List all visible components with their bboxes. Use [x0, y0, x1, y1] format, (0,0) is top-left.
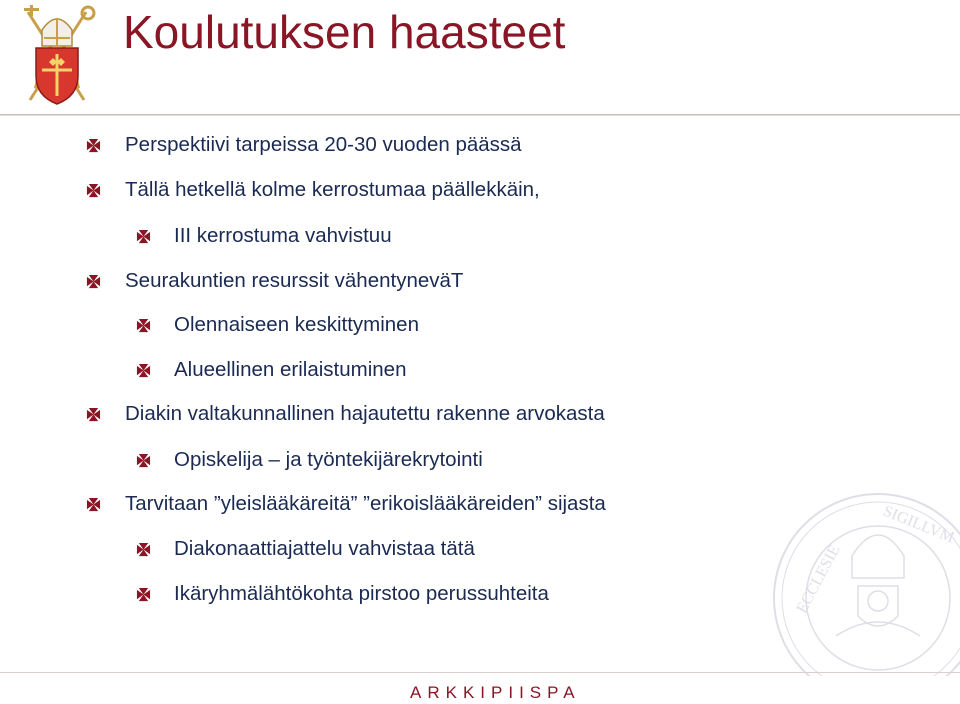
archbishop-coat-of-arms-icon — [14, 4, 100, 108]
bullet-item — [136, 445, 483, 475]
bullet-item — [136, 579, 549, 609]
bullet-text: Olennaiseen keskittyminen — [174, 313, 419, 336]
page-title: Koulutuksen haasteet — [123, 6, 566, 58]
bullet-text: Opiskelija – ja työntekijärekrytointi — [174, 448, 483, 471]
bullet-text: Perspektiivi tarpeissa 20-30 vuoden päässä — [125, 133, 522, 156]
bullet-text: III kerrostuma vahvistuu — [174, 224, 392, 247]
svg-text:SIGILLVM: SIGILLVM — [880, 502, 957, 547]
cross-pattee-icon — [86, 274, 101, 289]
bullet-text: Tällä hetkellä kolme kerrostumaa päällekkäin, — [125, 178, 540, 201]
cross-pattee-icon — [86, 138, 101, 153]
bullet-text: Diakonaattiajattelu vahvistaa tätä — [174, 537, 475, 560]
bullet-item — [136, 534, 475, 564]
cross-pattee-icon — [136, 453, 151, 468]
cross-pattee-icon — [136, 542, 151, 557]
cross-pattee-icon — [136, 363, 151, 378]
bullet-text: Ikäryhmälähtökohta pirstoo perussuhteita — [174, 582, 549, 605]
bullet-item — [86, 130, 522, 160]
bullet-text: Alueellinen erilaistuminen — [174, 358, 407, 381]
bullet-item — [86, 175, 540, 205]
seal-watermark-icon — [760, 486, 960, 676]
footer-divider — [0, 672, 960, 673]
cross-pattee-icon — [86, 497, 101, 512]
bullet-text: Seurakuntien resurssit vähentyneväT — [125, 269, 464, 292]
title-divider — [0, 114, 960, 116]
bullet-item — [136, 310, 419, 340]
bullet-text: Diakin valtakunnallinen hajautettu rakenne arvokasta — [125, 402, 605, 425]
cross-pattee-icon — [86, 183, 101, 198]
cross-pattee-icon — [136, 318, 151, 333]
bullet-item — [86, 489, 606, 519]
bullet-item — [86, 266, 463, 296]
bullet-item — [136, 355, 406, 385]
svg-text:ECCLESIE: ECCLESIE — [793, 542, 844, 617]
footer-brand: ARKKIPIISPA — [410, 683, 581, 702]
bullet-item — [136, 221, 392, 251]
bullet-text: Tarvitaan ”yleislääkäreitä” ”erikoislääkäreiden” sijasta — [125, 492, 606, 515]
cross-pattee-icon — [136, 587, 151, 602]
cross-pattee-icon — [136, 229, 151, 244]
cross-pattee-icon — [86, 407, 101, 422]
bullet-item — [86, 399, 605, 429]
